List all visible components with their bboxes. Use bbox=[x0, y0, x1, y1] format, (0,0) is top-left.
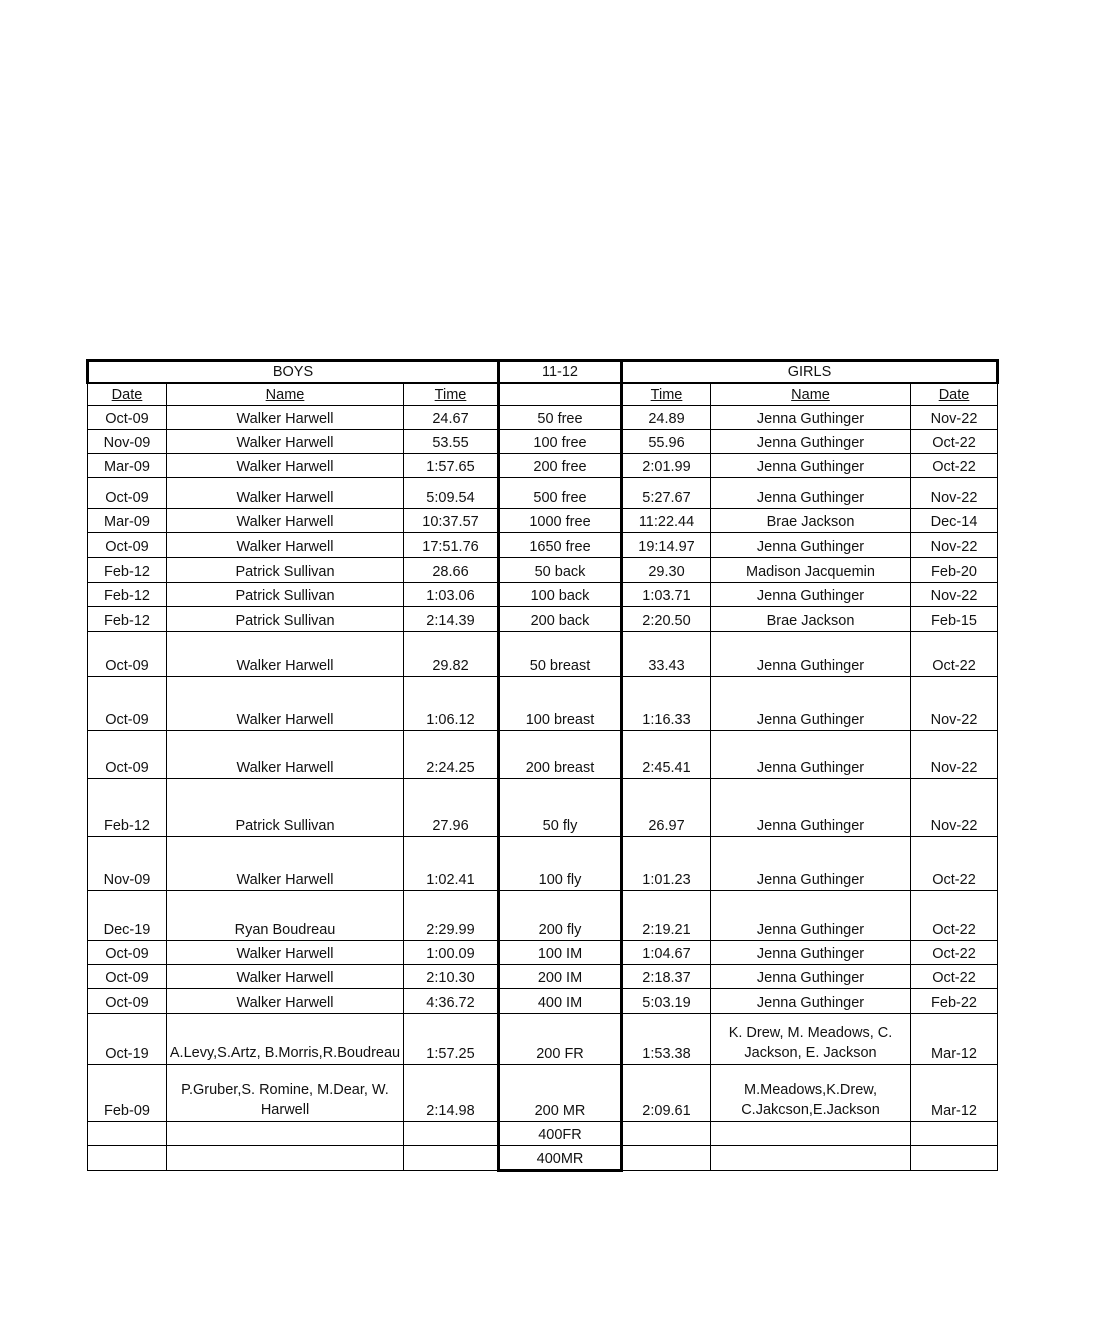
girls-name-cell: Brae Jackson bbox=[711, 509, 911, 533]
boys-name-cell: Patrick Sullivan bbox=[167, 607, 404, 632]
girls-name-cell: Jenna Guthinger bbox=[711, 941, 911, 965]
girls-time-cell: 11:22.44 bbox=[622, 509, 711, 533]
boys-date-cell: Oct-09 bbox=[88, 677, 167, 731]
boys-time-cell: 17:51.76 bbox=[404, 533, 499, 558]
table-row bbox=[88, 1122, 998, 1146]
girls-time-cell: 1:16.33 bbox=[622, 677, 711, 731]
boys-name-cell: Walker Harwell bbox=[167, 430, 404, 454]
event-cell: 200 MR bbox=[499, 1065, 622, 1122]
boys-name-cell: Walker Harwell bbox=[167, 509, 404, 533]
boys-name-cell: P.Gruber,S. Romine, M.Dear, W. Harwell bbox=[167, 1065, 404, 1122]
girls-name-header: Name bbox=[711, 383, 911, 406]
table-row bbox=[88, 478, 998, 509]
girls-date-cell: Feb-22 bbox=[911, 989, 998, 1014]
boys-time-cell: 2:14.39 bbox=[404, 607, 499, 632]
girls-time-cell: 2:09.61 bbox=[622, 1065, 711, 1122]
event-cell: 400 IM bbox=[499, 989, 622, 1014]
girls-date-cell bbox=[911, 1122, 998, 1146]
table-row bbox=[88, 965, 998, 989]
boys-time-cell: 2:29.99 bbox=[404, 891, 499, 941]
girls-time-cell: 33.43 bbox=[622, 632, 711, 677]
header-row bbox=[88, 361, 998, 384]
table-row bbox=[88, 989, 998, 1014]
boys-name-cell: Walker Harwell bbox=[167, 941, 404, 965]
table-row bbox=[88, 558, 998, 583]
boys-time-cell: 1:06.12 bbox=[404, 677, 499, 731]
boys-date-cell: Oct-09 bbox=[88, 632, 167, 677]
girls-name-cell: Jenna Guthinger bbox=[711, 583, 911, 607]
table-row bbox=[88, 607, 998, 632]
records-table bbox=[86, 359, 999, 1172]
girls-name-cell: Jenna Guthinger bbox=[711, 430, 911, 454]
boys-date-cell: Oct-09 bbox=[88, 533, 167, 558]
girls-date-cell: Feb-20 bbox=[911, 558, 998, 583]
boys-name-cell: Walker Harwell bbox=[167, 632, 404, 677]
boys-time-cell: 24.67 bbox=[404, 406, 499, 430]
girls-date-cell: Oct-22 bbox=[911, 837, 998, 891]
event-cell: 50 back bbox=[499, 558, 622, 583]
boys-name-cell: Walker Harwell bbox=[167, 454, 404, 478]
girls-name-cell: Jenna Guthinger bbox=[711, 454, 911, 478]
girls-date-cell: Oct-22 bbox=[911, 965, 998, 989]
girls-date-cell: Nov-22 bbox=[911, 583, 998, 607]
girls-time-cell: 26.97 bbox=[622, 779, 711, 837]
event-cell: 200 free bbox=[499, 454, 622, 478]
boys-date-cell: Feb-12 bbox=[88, 779, 167, 837]
girls-time-cell: 29.30 bbox=[622, 558, 711, 583]
event-cell: 50 free bbox=[499, 406, 622, 430]
event-cell: 500 free bbox=[499, 478, 622, 509]
table-row bbox=[88, 583, 998, 607]
girls-time-cell: 2:20.50 bbox=[622, 607, 711, 632]
event-cell: 200 IM bbox=[499, 965, 622, 989]
girls-date-cell: Nov-22 bbox=[911, 533, 998, 558]
girls-name-cell: Jenna Guthinger bbox=[711, 965, 911, 989]
girls-time-cell: 2:01.99 bbox=[622, 454, 711, 478]
boys-time-cell: 29.82 bbox=[404, 632, 499, 677]
girls-date-cell: Nov-22 bbox=[911, 406, 998, 430]
boys-name-cell: Walker Harwell bbox=[167, 989, 404, 1014]
boys-date-cell: Nov-09 bbox=[88, 837, 167, 891]
girls-name-cell: Brae Jackson bbox=[711, 607, 911, 632]
boys-time-cell: 1:57.25 bbox=[404, 1014, 499, 1065]
boys-name-cell: Walker Harwell bbox=[167, 677, 404, 731]
girls-time-cell: 2:45.41 bbox=[622, 731, 711, 779]
table-row bbox=[88, 406, 998, 430]
boys-time-cell: 2:10.30 bbox=[404, 965, 499, 989]
girls-date-cell: Oct-22 bbox=[911, 891, 998, 941]
girls-time-cell: 2:18.37 bbox=[622, 965, 711, 989]
boys-name-cell: Patrick Sullivan bbox=[167, 558, 404, 583]
boys-name-cell: Walker Harwell bbox=[167, 533, 404, 558]
boys-date-cell: Oct-09 bbox=[88, 941, 167, 965]
girls-name-cell: Jenna Guthinger bbox=[711, 989, 911, 1014]
girls-date-cell: Feb-15 bbox=[911, 607, 998, 632]
girls-name-cell bbox=[711, 1122, 911, 1146]
girls-time-cell: 1:01.23 bbox=[622, 837, 711, 891]
girls-name-cell: K. Drew, M. Meadows, C. Jackson, E. Jackson bbox=[711, 1014, 911, 1065]
age-group-header: 11-12 bbox=[499, 361, 622, 384]
girls-date-cell: Nov-22 bbox=[911, 779, 998, 837]
girls-name-cell: M.Meadows,K.Drew, C.Jakcson,E.Jackson bbox=[711, 1065, 911, 1122]
girls-name-cell: Jenna Guthinger bbox=[711, 533, 911, 558]
boys-time-header: Time bbox=[404, 383, 499, 406]
event-cell: 200 fly bbox=[499, 891, 622, 941]
girls-date-cell: Nov-22 bbox=[911, 731, 998, 779]
boys-time-cell: 4:36.72 bbox=[404, 989, 499, 1014]
boys-date-cell: Oct-09 bbox=[88, 965, 167, 989]
table-row bbox=[88, 509, 998, 533]
girls-time-cell bbox=[622, 1146, 711, 1171]
boys-name-cell: Patrick Sullivan bbox=[167, 583, 404, 607]
girls-name-cell bbox=[711, 1146, 911, 1171]
boys-date-cell: Feb-12 bbox=[88, 607, 167, 632]
boys-date-cell: Dec-19 bbox=[88, 891, 167, 941]
boys-time-cell: 2:14.98 bbox=[404, 1065, 499, 1122]
girls-name-cell: Jenna Guthinger bbox=[711, 891, 911, 941]
girls-date-cell: Oct-22 bbox=[911, 632, 998, 677]
girls-time-cell: 1:04.67 bbox=[622, 941, 711, 965]
girls-date-cell: Dec-14 bbox=[911, 509, 998, 533]
event-cell: 200 breast bbox=[499, 731, 622, 779]
girls-date-cell: Oct-22 bbox=[911, 430, 998, 454]
boys-date-cell: Oct-09 bbox=[88, 478, 167, 509]
girls-date-cell: Mar-12 bbox=[911, 1065, 998, 1122]
boys-header: BOYS bbox=[88, 361, 499, 384]
boys-date-cell bbox=[88, 1122, 167, 1146]
girls-date-cell bbox=[911, 1146, 998, 1171]
boys-name-cell: Walker Harwell bbox=[167, 731, 404, 779]
girls-name-cell: Jenna Guthinger bbox=[711, 406, 911, 430]
table-row bbox=[88, 731, 998, 779]
boys-name-cell: A.Levy,S.Artz, B.Morris,R.Boudreau bbox=[167, 1014, 404, 1065]
event-cell: 50 fly bbox=[499, 779, 622, 837]
event-cell: 100 back bbox=[499, 583, 622, 607]
boys-date-cell: Nov-09 bbox=[88, 430, 167, 454]
boys-date-cell: Feb-12 bbox=[88, 583, 167, 607]
event-cell: 100 IM bbox=[499, 941, 622, 965]
boys-date-header: Date bbox=[88, 383, 167, 406]
event-cell: 100 fly bbox=[499, 837, 622, 891]
girls-time-cell: 55.96 bbox=[622, 430, 711, 454]
event-header bbox=[499, 383, 622, 406]
boys-date-cell: Oct-19 bbox=[88, 1014, 167, 1065]
table-row bbox=[88, 632, 998, 677]
boys-date-cell: Feb-12 bbox=[88, 558, 167, 583]
table-row bbox=[88, 533, 998, 558]
girls-name-cell: Jenna Guthinger bbox=[711, 731, 911, 779]
boys-name-cell bbox=[167, 1146, 404, 1171]
boys-time-cell: 1:03.06 bbox=[404, 583, 499, 607]
girls-time-cell: 2:19.21 bbox=[622, 891, 711, 941]
table-row bbox=[88, 891, 998, 941]
event-cell: 100 breast bbox=[499, 677, 622, 731]
boys-name-header: Name bbox=[167, 383, 404, 406]
boys-date-cell bbox=[88, 1146, 167, 1171]
table-row bbox=[88, 1146, 998, 1171]
boys-time-cell: 53.55 bbox=[404, 430, 499, 454]
girls-time-cell: 5:27.67 bbox=[622, 478, 711, 509]
boys-date-cell: Mar-09 bbox=[88, 509, 167, 533]
boys-name-cell: Walker Harwell bbox=[167, 837, 404, 891]
girls-name-cell: Jenna Guthinger bbox=[711, 478, 911, 509]
boys-name-cell bbox=[167, 1122, 404, 1146]
column-header-row bbox=[88, 383, 998, 406]
table-row bbox=[88, 1065, 998, 1122]
event-cell: 200 back bbox=[499, 607, 622, 632]
girls-date-cell: Oct-22 bbox=[911, 454, 998, 478]
girls-time-cell: 1:53.38 bbox=[622, 1014, 711, 1065]
event-cell: 50 breast bbox=[499, 632, 622, 677]
girls-time-cell: 24.89 bbox=[622, 406, 711, 430]
boys-time-cell: 1:00.09 bbox=[404, 941, 499, 965]
boys-date-cell: Mar-09 bbox=[88, 454, 167, 478]
girls-name-cell: Jenna Guthinger bbox=[711, 779, 911, 837]
boys-date-cell: Oct-09 bbox=[88, 989, 167, 1014]
event-cell: 100 free bbox=[499, 430, 622, 454]
event-cell: 400FR bbox=[499, 1122, 622, 1146]
girls-date-header: Date bbox=[911, 383, 998, 406]
boys-date-cell: Feb-09 bbox=[88, 1065, 167, 1122]
girls-time-cell: 19:14.97 bbox=[622, 533, 711, 558]
boys-time-cell bbox=[404, 1146, 499, 1171]
girls-date-cell: Oct-22 bbox=[911, 941, 998, 965]
girls-date-cell: Nov-22 bbox=[911, 478, 998, 509]
event-cell: 400MR bbox=[499, 1146, 622, 1171]
event-cell: 200 FR bbox=[499, 1014, 622, 1065]
girls-date-cell: Nov-22 bbox=[911, 677, 998, 731]
boys-name-cell: Walker Harwell bbox=[167, 965, 404, 989]
table-row bbox=[88, 1014, 998, 1065]
girls-time-cell bbox=[622, 1122, 711, 1146]
girls-time-cell: 5:03.19 bbox=[622, 989, 711, 1014]
boys-time-cell: 5:09.54 bbox=[404, 478, 499, 509]
table-row bbox=[88, 677, 998, 731]
boys-time-cell: 1:57.65 bbox=[404, 454, 499, 478]
boys-time-cell: 27.96 bbox=[404, 779, 499, 837]
boys-time-cell: 10:37.57 bbox=[404, 509, 499, 533]
event-cell: 1650 free bbox=[499, 533, 622, 558]
girls-time-cell: 1:03.71 bbox=[622, 583, 711, 607]
boys-name-cell: Ryan Boudreau bbox=[167, 891, 404, 941]
table-row bbox=[88, 454, 998, 478]
girls-time-header: Time bbox=[622, 383, 711, 406]
boys-date-cell: Oct-09 bbox=[88, 406, 167, 430]
boys-time-cell: 1:02.41 bbox=[404, 837, 499, 891]
event-cell: 1000 free bbox=[499, 509, 622, 533]
boys-name-cell: Walker Harwell bbox=[167, 406, 404, 430]
boys-name-cell: Walker Harwell bbox=[167, 478, 404, 509]
table-row bbox=[88, 430, 998, 454]
girls-name-cell: Madison Jacquemin bbox=[711, 558, 911, 583]
table-row bbox=[88, 779, 998, 837]
boys-time-cell: 2:24.25 bbox=[404, 731, 499, 779]
girls-name-cell: Jenna Guthinger bbox=[711, 837, 911, 891]
girls-header: GIRLS bbox=[622, 361, 998, 384]
girls-name-cell: Jenna Guthinger bbox=[711, 677, 911, 731]
table-row bbox=[88, 941, 998, 965]
table-row bbox=[88, 837, 998, 891]
boys-time-cell: 28.66 bbox=[404, 558, 499, 583]
girls-name-cell: Jenna Guthinger bbox=[711, 632, 911, 677]
boys-time-cell bbox=[404, 1122, 499, 1146]
boys-name-cell: Patrick Sullivan bbox=[167, 779, 404, 837]
boys-date-cell: Oct-09 bbox=[88, 731, 167, 779]
girls-date-cell: Mar-12 bbox=[911, 1014, 998, 1065]
